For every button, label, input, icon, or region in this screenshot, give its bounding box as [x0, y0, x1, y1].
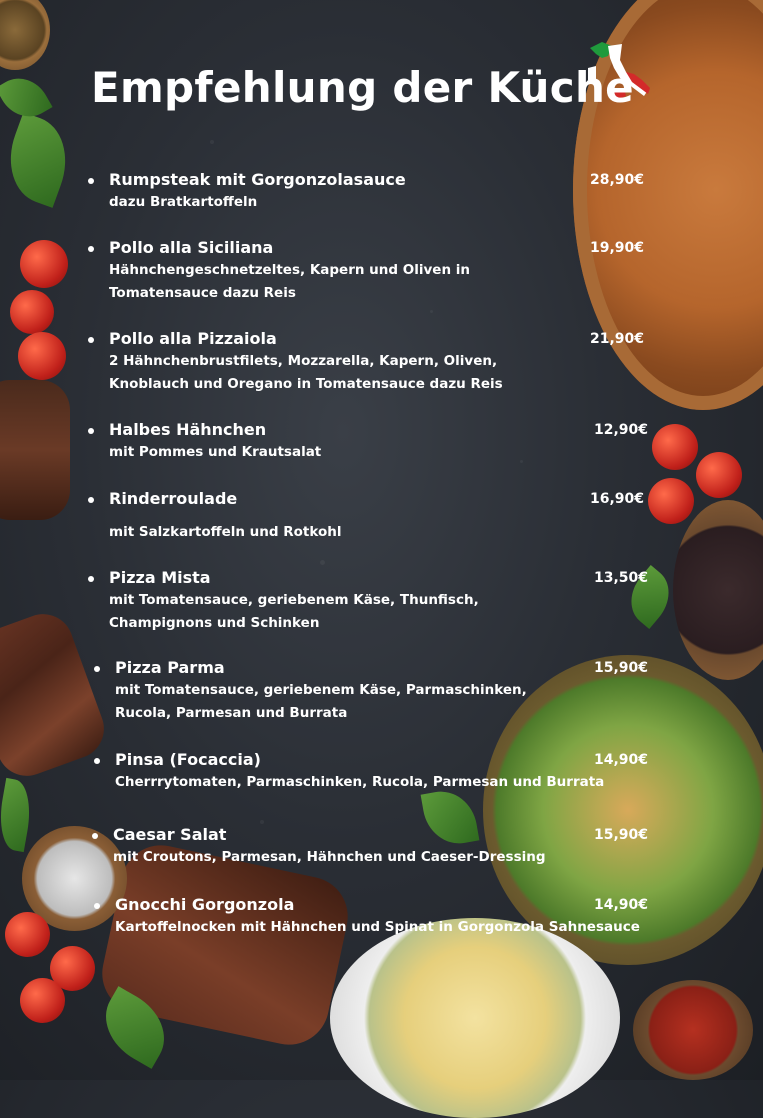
dish-description: Cherrrytomaten, Parmaschinken, Rucola, Parmesan und Burrata — [115, 774, 605, 790]
dish-description: dazu Bratkartoffeln — [109, 194, 258, 210]
dish-price: 13,50€ — [594, 570, 649, 586]
tomato-icon — [18, 332, 66, 380]
dish-price: 21,90€ — [590, 331, 645, 347]
bullet-icon — [88, 497, 94, 503]
page-title: Empfehlung der Küche — [91, 63, 634, 112]
dish-description: 2 Hähnchenbrustfilets, Mozzarella, Kapern, Oliven, — [109, 353, 498, 369]
dish-name: Pizza Mista — [109, 568, 211, 587]
dish-description: mit Croutons, Parmesan, Hähnchen und Caeser-Dressing — [113, 849, 546, 865]
tomato-icon — [5, 912, 50, 957]
dish-price: 12,90€ — [594, 422, 649, 438]
dish-description: mit Pommes und Krautsalat — [109, 444, 322, 460]
dish-price: 15,90€ — [594, 827, 649, 843]
basil-leaf-icon — [0, 112, 80, 208]
bullet-icon — [88, 428, 94, 434]
bullet-icon — [88, 337, 94, 343]
bullet-icon — [94, 758, 100, 764]
tomato-icon — [10, 290, 54, 334]
bullet-icon — [92, 833, 98, 839]
dish-name: Pollo alla Pizzaiola — [109, 329, 277, 348]
dish-price: 19,90€ — [590, 240, 645, 256]
dish-price: 28,90€ — [590, 172, 645, 188]
dish-name: Rumpsteak mit Gorgonzolasauce — [109, 170, 406, 189]
dish-description: mit Tomatensauce, geriebenem Käse, Parmaschinken, — [115, 682, 527, 698]
tomato-icon — [696, 452, 742, 498]
tomato-icon — [652, 424, 698, 470]
beans-bowl-image — [633, 980, 753, 1080]
olive-bowl-image — [673, 500, 763, 680]
bullet-icon — [88, 178, 94, 184]
tomato-icon — [20, 240, 68, 288]
dish-description: Rucola, Parmesan und Burrata — [115, 704, 348, 721]
dish-description: Knoblauch und Oregano in Tomatensauce dazu Reis — [109, 375, 503, 392]
dish-price: 14,90€ — [594, 897, 649, 913]
bullet-icon — [94, 666, 100, 672]
dish-description: Kartoffelnocken mit Hähnchen und Spinat in Gorgonzola Sahnesauce — [115, 919, 640, 935]
dish-description: Tomatensauce dazu Reis — [109, 284, 296, 301]
tomato-icon — [648, 478, 694, 524]
dish-name: Rinderroulade — [109, 489, 238, 508]
meat-image — [0, 380, 70, 520]
dish-description: mit Salzkartoffeln und Rotkohl — [109, 524, 342, 540]
dish-name: Pollo alla Siciliana — [109, 238, 274, 257]
tomato-icon — [20, 978, 65, 1023]
seed-bowl-image — [0, 0, 50, 70]
dish-price: 16,90€ — [590, 491, 645, 507]
dish-price: 14,90€ — [594, 752, 649, 768]
gnocchi-bowl-image — [330, 918, 620, 1118]
dish-name: Halbes Hähnchen — [109, 420, 267, 439]
basil-leaf-icon — [421, 786, 480, 849]
dish-name: Pizza Parma — [115, 658, 225, 677]
bullet-icon — [94, 903, 100, 909]
dish-name: Pinsa (Focaccia) — [115, 750, 261, 769]
bullet-icon — [88, 246, 94, 252]
dish-description: mit Tomatensauce, geriebenem Käse, Thunfisch, — [109, 592, 479, 608]
dish-name: Gnocchi Gorgonzola — [115, 895, 295, 914]
basil-leaf-icon — [0, 778, 36, 852]
dish-description: Champignons und Schinken — [109, 614, 320, 631]
dish-price: 15,90€ — [594, 660, 649, 676]
dish-description: Hähnchengeschnetzeltes, Kapern und Oliven in — [109, 262, 470, 278]
bullet-icon — [88, 576, 94, 582]
dish-name: Caesar Salat — [113, 825, 227, 844]
